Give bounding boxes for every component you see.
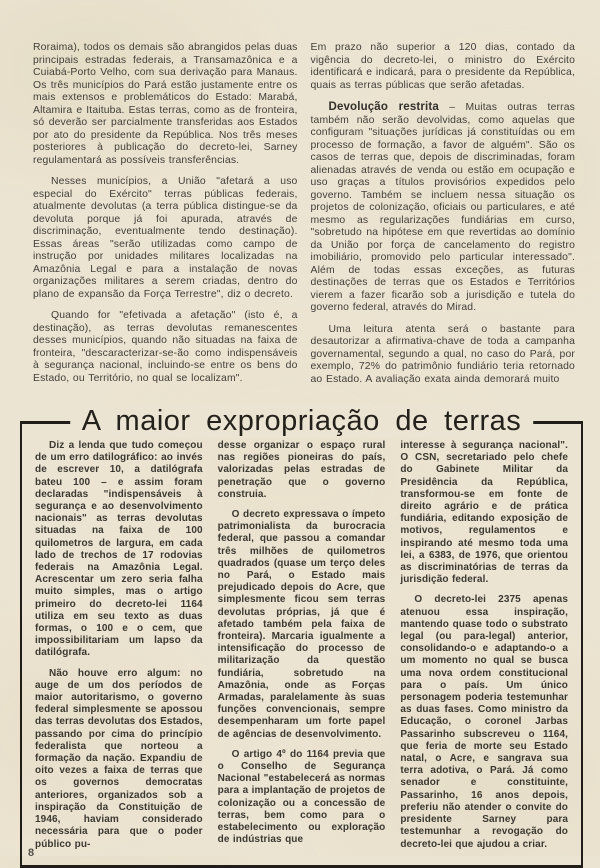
article-paragraph: Nesses municípios, a União "afetará a uso especial do Exército" terras públicas federais, atualmente devolutas (a terra pública distingue-se da devoluta porque já foi apurada, através de discriminação, eventualmente tendo destinação). Essas áreas "serão utilizadas como campo de instrução por unidades militares localizadas na Amazônia Legal e para a instalação de novas organizações militares a serem criadas, dentro do plano de expansão da Força Terrestre", diz o decreto. [33, 176, 298, 300]
article-paragraph: Quando for "efetivada a afetação" (isto é, a destinação), as terras devolutas remanescentes desses municípios, quando não situadas na faixa de fronteira, "descaracterizar-se-ão como indispensáveis à segurança nacional, incluindo-se entre os bens do Estado, ou Território, no qual se localizam". [33, 310, 298, 384]
article-paragraph: desse organizar o espaço rural nas regiões pioneiras do país, valorizadas pelas estradas de penetração que o governo construia. [217, 440, 386, 500]
boxed-article-column-1 [35, 440, 203, 859]
boxed-article-title: A maior expropriação de terras [70, 405, 534, 438]
boxed-article [20, 404, 583, 868]
article-paragraph: O decreto-lei 2375 apenas atenuou essa inspiração, mantendo quase todo o substrato legal (ou para-legal) anterior, consolidando-o e adaptando-o a um momento no qual se busca uma nova ordem constitucional para o país. Um único personagem poderia testemunhar as duas fases. Como ministro da Educação, o coronel Jarbas Passarinho subscreveu o 1164, que feria de morte seu Estado natal, o Acre, e sangrava sua terra adotiva, o Pará. Já como senador e constituinte, Passarinho, 16 anos depois, preferiu não atender o convite do presidente Sarney para testemunhar a revogação do decreto-lei que ajudou a criar. [400, 594, 569, 850]
boxed-article-column-2 [218, 440, 386, 859]
page-number: 8 [28, 847, 35, 859]
boxed-article-columns [35, 440, 568, 859]
run-in-subheading: Devolução restrita [328, 101, 439, 113]
article-paragraph: Em prazo não superior a 120 dias, contado da vigência do decreto-lei, o ministro do Exército identificará e indicará, para o presidente da República, quais as terras públicas que serão afetadas. [310, 42, 575, 91]
boxed-article-column-3 [400, 440, 568, 859]
article-paragraph: O decreto expressava o ímpeto patrimonialista da burocracia federal, que passou a comandar três milhões de quilometros quadrados (quase um terço deles no Pará, o Estado mais prejudicado depois do Acre, que simplesmente ficou sem terras devolutas próprias, já que é afetado também pela faixa de fronteira). Marcaria igualmente a intensificação do processo de militarização da questão fundiária, sobretudo na Amazônia, onde as Forças Armadas, paralelamente às suas funções convencionais, sempre desempenharam um forte papel de agências de desenvolvimento. [217, 509, 386, 740]
article-paragraph: Uma leitura atenta será o bastante para desautorizar a afirmativa-chave de toda a campanha governamental, segundo a qual, no caso do Pará, por exemplo, 72% do patrimônio fundiário teria retornado ao Estado. A avaliação exata ainda demorará muito [310, 323, 575, 385]
top-article-right-column [311, 42, 576, 395]
article-paragraph: Não houve erro algum: no auge de um dos períodos de maior autoritarismo, o governo federal simplesmente se apossou das terras devolutas dos Estados, passando por cima do princípio federalista que norteou a formação da nação. Expandiu de oito vezes a faixa de terras que os governos democratas anteriores, organizados sob a inspiração da Constituição de 1946, haviam considerado necessária para que o poder público pu- [35, 667, 203, 850]
article-paragraph: Roraima), todos os demais são abrangidos pelas duas principais estradas federais, a Transamazônica e a Cuiabá-Porto Velho, com sua derivação para Manaus. Os três municípios do Pará estão justamente entre os mais extensos e problemáticos do Estado: Marabá, Altamira e Itaituba. Estas terras, como as de fronteira, só deverão ser parcialmente transferidas aos Estados por ato do presidente da República. Nos três meses posteriores à publicação do decreto-lei, Sarney regulamentará as possíveis transferências. [33, 42, 298, 166]
article-paragraph: O artigo 4º do 1164 previa que o Conselho de Segurança Nacional "estabelecerá as normas para a implantação de projetos de colonização ou a concessão de terras, bem como para o estabelecimento ou exploração de indústrias que [217, 748, 386, 846]
article-paragraph: interesse à segurança nacional". O CSN, secretariado pelo chefe do Gabinete Militar da Presidência da República, transformou-se em fonte de direito agrário e de prática fundiária, editando exposição de motivos, regulamentos e inspirando até mesmo toda uma lei, a 6383, de 1976, que orientou as discriminatórias de terras da jurisdição federal. [400, 440, 569, 586]
article-paragraph-with-runhead [311, 101, 576, 315]
article-paragraph-text: Muitas outras terras também não serão devolvidas, como aquelas que configuram "situações jurídicas já constituídas ou em processo de formação, a favor de alguém". São os casos de terras que, depois de discriminadas, foram alienadas através de venda ou estão em ocupação e uso graças a títulos provisórios expedidos pelo governo. Também se incluem nessa situação os projetos de colonização, oficiais ou particulares, e até mesmo as regularizações fundiárias em curso, "sobretudo na hipótese em que revertidas ao domínio da União por força de cancelamento do registro imobiliário, promovido pelo particular interessado". Além de todas essas exceções, as futuras destinações de terras que os Estados e Territórios vierem a fazer ficarão sob a jurisdição e tutela do governo federal, através do Mirad. [310, 102, 575, 313]
subheading-separator: – [438, 102, 466, 113]
article-paragraph: Diz a lenda que tudo começou de um erro datilográfico: ao invés de escrever 10, a datilógrafa bateu 100 – e assim foram declaradas "indispensáveis à segurança e ao desenvolvimento nacionais" as terras devolutas situadas na faixa de 100 quilometros de largura, em cada lado de trechos de 17 rodovias federais na Amazônia Legal. Acrescentar um zero seria falha muito simples, mas o artigo primeiro do decreto-lei 1164 utiliza em seu texto as duas formas, o 100 e o cem, que impossibilitariam um lapso da datilógrafa. [35, 440, 203, 659]
top-article [33, 42, 575, 395]
top-article-left-column [33, 42, 298, 395]
